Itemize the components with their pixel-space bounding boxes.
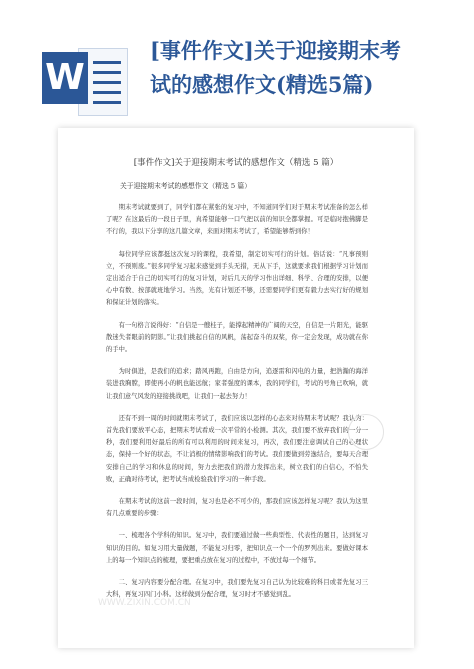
paragraph: 期末考试就要到了，同学们都在紧张的复习中，不知道同学们对于期末考试准备的怎么样了呢？在这最后的一段日子里，真希望能够一口气把以前的知识全都掌握。可是临时抱佛脚是不行的，我以下分享的这几篇文章，来面对期末考试了，希望能够帮到你！ [106, 204, 368, 236]
paragraph: 为时俱进，是我们的追求；踏风再跑，自由是方向，追逐雷和闪电的力量，把浩瀚的海洋装进我胸膛，即使再小的帆也能远航；家者强度的课本，我的同学们，考试的号角已吹响，就让我们意气风发的迎接挑战吧，让我们一起去努力！ [106, 368, 368, 400]
document-body [106, 202, 368, 611]
paragraph: 每位同学应该都挺这次复习的课程，我希望，制定切实可行的计划。俗话说：“凡事预则立，不预则废。”很多同学复习起来感觉到手头无措，无从下手，这就要求我们根据学习计划而定出适合于自己的切实可行的复习计划，对后几天的学习作出详细、科学、合理的安排，以便心中有数、按部就班地学习。当然，光有计划还不够，还需要同学们更有毅力去实行好的规划和保证计划的落实。 [106, 250, 368, 307]
paragraph: 在期末考试的这前一段时间，复习也是必不可少的，那我们应该怎样复习呢？我认为这里有几点重要的步骤： [106, 498, 368, 518]
watermark-logo-icon [348, 414, 384, 450]
document-page [58, 128, 414, 648]
word-icon [42, 42, 128, 122]
paragraph: 二、复习内容要分配合理。在复习中，我们要先复习自己认为比较难的科目或者先复习三大科，再复习四门小科。这样做到分配合理，复习时才不感觉到乱。 [106, 579, 368, 599]
hero-title: [事件作文]关于迎接期末考 试的感想作文(精选5篇) [150, 38, 401, 97]
paragraph: 还有不到一周的时间就期末考试了，我们应该以怎样的心态来对待期末考试呢？我认为：首先我们要放平心态，把期末考试看成一次平常的小检测。其次，我们要不放弃我们的一分一秒，我们要利用好最后的所有可以利用的时间来复习，再次，我们要注意调试自己的心理状态，保持一个好的状态，不让消极的情绪影响我们的考试。我们要做到劳逸结合，要每天合理安排自己的学习和休息的时间，努力去把我们的潜力发挥出来，树立我们的自信心，不怕失败，正确对待考试，把考试当成检验我们学习的一种手段。 [106, 414, 368, 483]
paragraph: 一、梳理各个学科的知识。复习中，我们要通过做一些典型性、代表性的题目，达到复习知识的目的。如复习用大量做题，不能复习归零，把知识点一个一个的罗列出来。要做好课本上的每一个知识点的梳理，要把重点放在复习的过程中，不放过每一个细节。 [106, 532, 368, 564]
document-title: [事件作文]关于迎接期末考试的感想作文（精选 5 篇） [133, 158, 339, 168]
watermark-text: WWW.ZIXIN.COM.CN [98, 598, 191, 608]
paragraph: 有一句格言说得好：“自信是一艘桂子，能撑起精神的广阔的天空，自信是一片阳光，能驱散迷失者眼前的阴影。”让我们挑起自信的风帆，荡起奋斗的双桨，你一定会发现，成功就在你的手中。 [106, 321, 368, 354]
word-letter-badge: W [42, 52, 88, 104]
document-subtitle: 关于迎接期末考试的感想作文（精选 5 篇） [120, 182, 251, 190]
